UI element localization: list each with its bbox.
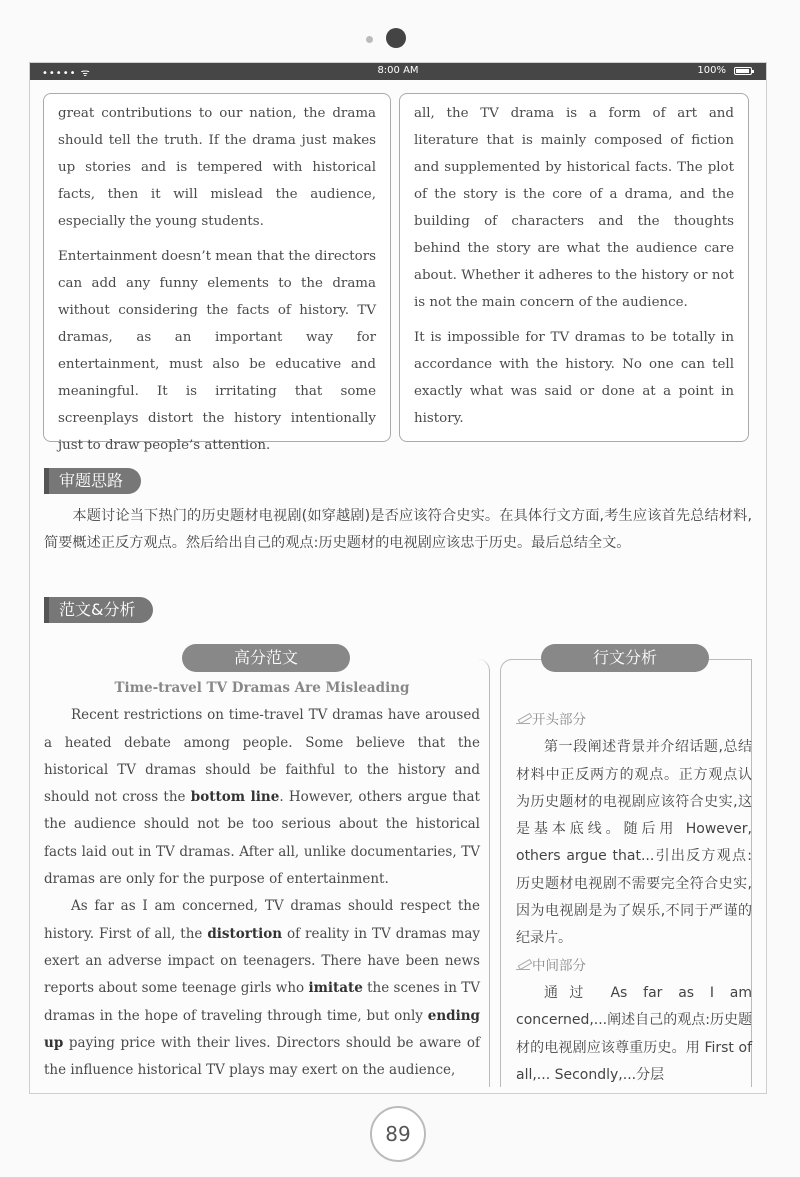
highlight-phrase: distortion — [207, 925, 283, 942]
notes-text-middle: 通过 As far as I am concerned,...阐述自己的观点:历史题材的电视剧应该尊重历史。用 First of all,... Secondly,...分层 — [516, 984, 752, 1083]
page-number: 89 — [370, 1106, 426, 1162]
camera-lens-icon — [386, 28, 406, 48]
essay-paragraph-1: Recent restrictions on time-travel TV dramas have aroused a heated debate among people. Some believe that the historical TV dramas should be faithful to the history and should not cross the bottom line. However, others argue that the audience should not be too serious about the historical facts laid out in TV dramas. After all, unlike documentaries, TV dramas are only for the purpose of entertainment. — [44, 707, 480, 888]
notes-heading-opening: 开头部分 — [516, 707, 752, 734]
section-tag-sample: 范文&分析 — [44, 597, 153, 623]
status-time: 8:00 AM — [377, 65, 419, 76]
pencil-icon — [516, 959, 530, 970]
box-paragraph: all, the TV drama is a form of art and literature that is mainly composed of fiction and supplemented by historical facts. The plot of the story is the core of a drama, and the building of characters and the thoughts behind the story are what the audience care about. Whether it adheres to the history or not is not the main concern of the audience. — [414, 106, 734, 310]
opinion-box-right — [399, 93, 749, 442]
device-screen — [29, 62, 767, 1094]
essay-title: Time-travel TV Dramas Are Misleading — [114, 680, 410, 696]
analysis-text: 本题讨论当下热门的历史题材电视剧(如穿越剧)是否应该符合史实。在具体行文方面,考生应该首先总结材料,简要概述正反方观点。然后给出自己的观点:历史题材的电视剧应该忠于历史。最后总结全文。 — [44, 508, 752, 551]
highlight-phrase: imitate — [308, 980, 363, 997]
status-bar — [30, 63, 766, 80]
highlight-phrase: bottom line — [190, 789, 280, 806]
highlight-phrase: ending up — [44, 1007, 480, 1051]
section-tag-analysis: 审题思路 — [44, 468, 141, 494]
signal-indicator: ••••• ᯤ — [42, 68, 91, 79]
camera-dot-icon — [366, 36, 373, 43]
box-paragraph: It is impossible for TV dramas to be totally in accordance with the history. No one can tell exactly what was said or done at a point in history. — [414, 330, 734, 426]
pencil-icon — [516, 713, 530, 724]
opinion-box-left — [43, 93, 391, 453]
battery-icon — [734, 67, 752, 75]
notes-pill: 行文分析 — [541, 644, 709, 672]
writing-notes — [516, 707, 752, 1089]
notes-text-opening: 第一段阐述背景并介绍话题,总结材料中正反两方的观点。正方观点认为历史题材的电视剧应该符合史实,这是基本底线。随后用 However, others argue that...引出反方观点:历史题材电视剧不需要完全符合史实,因为电视剧是为了娱乐,不同于严谨的纪录片。 — [516, 739, 752, 947]
battery-percent: 100% — [697, 65, 726, 76]
sample-essay — [44, 675, 480, 1084]
box-paragraph: great contributions to our nation, the drama should tell the truth. If the drama just makes up stories and is tempered with historical facts, then it will mislead the audience, especially the young students. — [58, 106, 376, 229]
box-paragraph: Entertainment doesn’t mean that the directors can add any funny elements to the drama without considering the facts of history. TV dramas, as an important way for entertainment, must also be educative and meaningful. It is irritating that some screenplays distort the history intentionally just to draw people’s attention. — [58, 249, 376, 453]
essay-paragraph-2: As far as I am concerned, TV dramas should respect the history. First of all, the distortion of reality in TV dramas may exert an adverse impact on teenagers. There have been news reports about some teenage girls who imitate the scenes in TV dramas in the hope of traveling through time, but only ending up paying price with their lives. Directors should be aware of the influence historical TV plays may exert on the audience, — [44, 898, 481, 1079]
notes-heading-middle: 中间部分 — [516, 953, 752, 980]
essay-pill: 高分范文 — [182, 644, 350, 672]
